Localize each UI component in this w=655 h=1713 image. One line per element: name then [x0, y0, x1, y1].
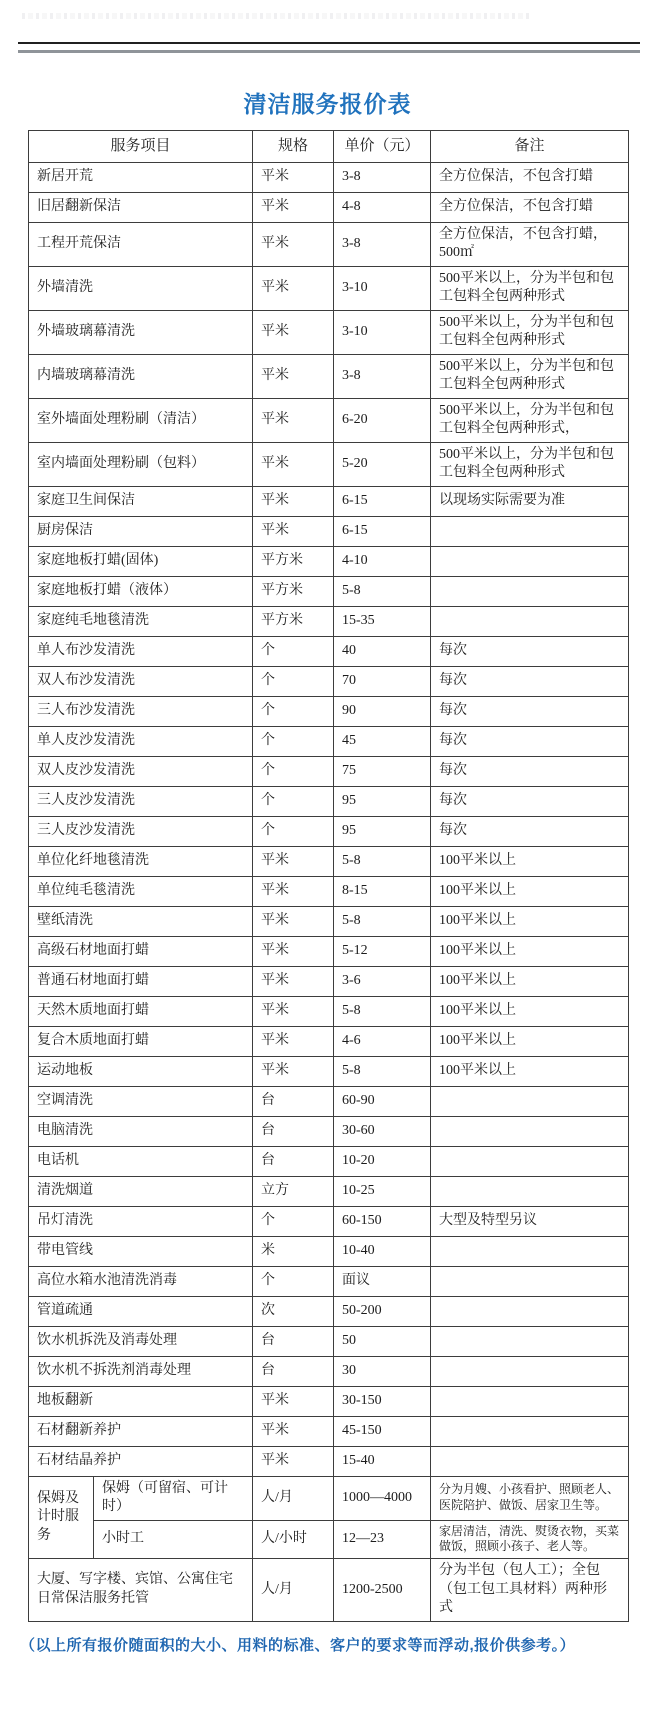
service-item-cell: 电脑清洗: [29, 1116, 253, 1146]
table-row: [29, 606, 629, 636]
table-row: [29, 266, 629, 310]
spec-cell: 台: [253, 1086, 334, 1116]
service-item-cell: 石材翻新养护: [29, 1416, 253, 1446]
spec-cell: 平米: [253, 266, 334, 310]
service-item-cell: 家庭纯毛地毯清洗: [29, 606, 253, 636]
table-row: [29, 1296, 629, 1326]
price-cell: 95: [334, 786, 431, 816]
spec-cell: 平米: [253, 966, 334, 996]
service-item-cell: 家庭卫生间保洁: [29, 486, 253, 516]
service-item-cell: 单人布沙发清洗: [29, 636, 253, 666]
service-item-cell: 家庭地板打蜡(固体): [29, 546, 253, 576]
page-title: 清洁服务报价表: [243, 92, 412, 117]
price-cell: 60-150: [334, 1206, 431, 1236]
price-table-body: [29, 163, 629, 1477]
table-row: [29, 1026, 629, 1056]
price-cell: 3-10: [334, 266, 431, 310]
note-cell: 500平米以上，分为半包和包工包料全包两种形式: [431, 310, 629, 354]
service-item-cell: 双人布沙发清洗: [29, 666, 253, 696]
price-cell: 15-35: [334, 606, 431, 636]
spec-cell: 个: [253, 816, 334, 846]
service-item-cell: 地板翻新: [29, 1386, 253, 1416]
note-cell: 100平米以上: [431, 876, 629, 906]
note-cell: 大型及特型另议: [431, 1206, 629, 1236]
note-cell: [431, 606, 629, 636]
service-item-cell: 外墙玻璃幕清洗: [29, 310, 253, 354]
note-cell: 100平米以上: [431, 846, 629, 876]
note-cell: [431, 1386, 629, 1416]
price-cell: 3-10: [334, 310, 431, 354]
service-item-cell: 外墙清洗: [29, 266, 253, 310]
spec-cell: 立方: [253, 1176, 334, 1206]
note-cell: [431, 516, 629, 546]
spec-cell: 平米: [253, 354, 334, 398]
spec-cell: 个: [253, 696, 334, 726]
table-row: [29, 1146, 629, 1176]
table-row: [29, 1056, 629, 1086]
top-divider-line-2: [18, 50, 640, 53]
spec-cell: 平米: [253, 398, 334, 442]
price-cell: 6-20: [334, 398, 431, 442]
service-item-cell: 清洗烟道: [29, 1176, 253, 1206]
table-row: [29, 906, 629, 936]
table-row-building-service: [29, 1559, 629, 1621]
service-item-cell: 室内墙面处理粉刷（包料）: [29, 442, 253, 486]
col-header-spec: 规格: [253, 131, 334, 163]
price-cell: 75: [334, 756, 431, 786]
spec-cell: 次: [253, 1296, 334, 1326]
spec-cell: 平米: [253, 906, 334, 936]
price-cell: 45-150: [334, 1416, 431, 1446]
service-item-cell: 高级石材地面打蜡: [29, 936, 253, 966]
spec-cell: 台: [253, 1326, 334, 1356]
spec-cell: 个: [253, 1206, 334, 1236]
nanny-price: 1000—4000: [334, 1476, 431, 1520]
spec-cell: 米: [253, 1236, 334, 1266]
top-divider-line: [18, 42, 640, 44]
table-row: [29, 193, 629, 223]
service-item-cell: 单位化纤地毯清洗: [29, 846, 253, 876]
table-row: [29, 1176, 629, 1206]
table-row: [29, 486, 629, 516]
price-cell: 10-40: [334, 1236, 431, 1266]
price-cell: 3-8: [334, 354, 431, 398]
note-cell: 全方位保洁，不包含打蜡: [431, 193, 629, 223]
service-item-cell: 三人皮沙发清洗: [29, 816, 253, 846]
building-spec: 人/月: [253, 1559, 334, 1621]
spec-cell: 平米: [253, 936, 334, 966]
hourly-item: 小时工: [94, 1520, 253, 1559]
service-item-cell: 单位纯毛毯清洗: [29, 876, 253, 906]
price-cell: 5-8: [334, 576, 431, 606]
spec-cell: 平米: [253, 223, 334, 267]
price-cell: 8-15: [334, 876, 431, 906]
service-item-cell: 复合木质地面打蜡: [29, 1026, 253, 1056]
spec-cell: 平米: [253, 193, 334, 223]
note-cell: 每次: [431, 696, 629, 726]
service-item-cell: 三人皮沙发清洗: [29, 786, 253, 816]
price-cell: 4-6: [334, 1026, 431, 1056]
service-item-cell: 单人皮沙发清洗: [29, 726, 253, 756]
price-cell: 6-15: [334, 486, 431, 516]
spec-cell: 平米: [253, 516, 334, 546]
table-row: [29, 1386, 629, 1416]
table-row: [29, 1446, 629, 1476]
table-row: [29, 163, 629, 193]
table-row: [29, 1086, 629, 1116]
price-cell: 3-8: [334, 163, 431, 193]
price-cell: 面议: [334, 1266, 431, 1296]
price-cell: 10-25: [334, 1176, 431, 1206]
note-cell: 每次: [431, 786, 629, 816]
service-item-cell: 天然木质地面打蜡: [29, 996, 253, 1026]
col-header-service: 服务项目: [29, 131, 253, 163]
price-cell: 30-150: [334, 1386, 431, 1416]
price-cell: 40: [334, 636, 431, 666]
price-cell: 30: [334, 1356, 431, 1386]
table-row: [29, 398, 629, 442]
service-item-cell: 三人布沙发清洗: [29, 696, 253, 726]
table-row: [29, 442, 629, 486]
note-cell: [431, 1416, 629, 1446]
service-item-cell: 带电管线: [29, 1236, 253, 1266]
note-cell: 每次: [431, 666, 629, 696]
service-item-cell: 高位水箱水池清洗消毒: [29, 1266, 253, 1296]
note-cell: [431, 1326, 629, 1356]
service-item-cell: 饮水机不拆洗剂消毒处理: [29, 1356, 253, 1386]
price-cell: 5-12: [334, 936, 431, 966]
price-cell: 50-200: [334, 1296, 431, 1326]
price-cell: 50: [334, 1326, 431, 1356]
col-header-price: 单价（元）: [334, 131, 431, 163]
price-cell: 90: [334, 696, 431, 726]
table-row: [29, 846, 629, 876]
table-row: [29, 1416, 629, 1446]
table-row: [29, 516, 629, 546]
table-row: [29, 354, 629, 398]
spec-cell: 台: [253, 1116, 334, 1146]
table-row: [29, 756, 629, 786]
note-cell: [431, 1446, 629, 1476]
note-cell: [431, 1236, 629, 1266]
service-item-cell: 普通石材地面打蜡: [29, 966, 253, 996]
price-cell: 3-6: [334, 966, 431, 996]
table-row: [29, 223, 629, 267]
price-cell: 60-90: [334, 1086, 431, 1116]
table-row: [29, 696, 629, 726]
table-row: [29, 1356, 629, 1386]
nanny-spec: 人/月: [253, 1476, 334, 1520]
note-cell: 每次: [431, 726, 629, 756]
price-cell: 5-8: [334, 1056, 431, 1086]
spec-cell: 平米: [253, 1446, 334, 1476]
spec-cell: 平米: [253, 996, 334, 1026]
note-cell: 每次: [431, 756, 629, 786]
service-item-cell: 旧居翻新保洁: [29, 193, 253, 223]
spec-cell: 平方米: [253, 606, 334, 636]
note-cell: [431, 1146, 629, 1176]
spec-cell: 平米: [253, 486, 334, 516]
spec-cell: 个: [253, 786, 334, 816]
note-cell: 全方位保洁，不包含打蜡: [431, 163, 629, 193]
price-cell: 15-40: [334, 1446, 431, 1476]
hourly-spec: 人/小时: [253, 1520, 334, 1559]
price-table: [28, 130, 629, 1622]
service-item-cell: 厨房保洁: [29, 516, 253, 546]
hourly-price: 12—23: [334, 1520, 431, 1559]
hourly-note: 家居清洁，清洗、熨烫衣物，买菜做饭，照顾小孩子、老人等。: [431, 1520, 629, 1559]
price-cell: 5-20: [334, 442, 431, 486]
note-cell: 每次: [431, 816, 629, 846]
table-row: [29, 636, 629, 666]
note-cell: 以现场实际需要为准: [431, 486, 629, 516]
building-item: 大厦、写字楼、宾馆、公寓住宅日常保洁服务托管: [29, 1559, 253, 1621]
spec-cell: 台: [253, 1356, 334, 1386]
spec-cell: 个: [253, 636, 334, 666]
service-item-cell: 工程开荒保洁: [29, 223, 253, 267]
service-item-cell: 运动地板: [29, 1056, 253, 1086]
header-row: [29, 131, 629, 163]
price-cell: 95: [334, 816, 431, 846]
note-cell: [431, 1176, 629, 1206]
spec-cell: 个: [253, 726, 334, 756]
spec-cell: 平米: [253, 1056, 334, 1086]
spec-cell: 平米: [253, 846, 334, 876]
spec-cell: 个: [253, 666, 334, 696]
price-cell: 70: [334, 666, 431, 696]
price-cell: 4-10: [334, 546, 431, 576]
price-cell: 3-8: [334, 223, 431, 267]
note-cell: 100平米以上: [431, 1056, 629, 1086]
table-row: [29, 876, 629, 906]
price-table-header: [29, 131, 629, 163]
service-item-cell: 家庭地板打蜡（液体）: [29, 576, 253, 606]
note-cell: [431, 546, 629, 576]
note-cell: [431, 1116, 629, 1146]
table-row: [29, 546, 629, 576]
note-cell: [431, 1086, 629, 1116]
note-cell: 100平米以上: [431, 996, 629, 1026]
table-row: [29, 1206, 629, 1236]
table-row: [29, 310, 629, 354]
note-cell: 100平米以上: [431, 966, 629, 996]
note-cell: 全方位保洁，不包含打蜡，500㎡: [431, 223, 629, 267]
price-cell: 45: [334, 726, 431, 756]
price-table-special-rows: [29, 1476, 629, 1621]
nanny-group-label: 保姆及 计时服务: [29, 1476, 94, 1559]
service-item-cell: 空调清洗: [29, 1086, 253, 1116]
service-item-cell: 室外墙面处理粉刷（清洁）: [29, 398, 253, 442]
table-row: [29, 1266, 629, 1296]
spec-cell: 平米: [253, 442, 334, 486]
col-header-note: 备注: [431, 131, 629, 163]
price-cell: 5-8: [334, 996, 431, 1026]
service-item-cell: 新居开荒: [29, 163, 253, 193]
note-cell: [431, 1296, 629, 1326]
building-note: 分为半包（包人工）；全包（包工包工具材料）两种形式: [431, 1559, 629, 1621]
price-cell: 5-8: [334, 906, 431, 936]
table-row: [29, 786, 629, 816]
table-row-nanny: [29, 1476, 629, 1520]
spec-cell: 平米: [253, 310, 334, 354]
service-item-cell: 内墙玻璃幕清洗: [29, 354, 253, 398]
table-row: [29, 936, 629, 966]
service-item-cell: 吊灯清洗: [29, 1206, 253, 1236]
note-cell: [431, 576, 629, 606]
note-cell: 100平米以上: [431, 906, 629, 936]
note-cell: 每次: [431, 636, 629, 666]
price-cell: 6-15: [334, 516, 431, 546]
service-item-cell: 双人皮沙发清洗: [29, 756, 253, 786]
table-row: [29, 816, 629, 846]
note-cell: 100平米以上: [431, 1026, 629, 1056]
note-cell: 100平米以上: [431, 936, 629, 966]
spec-cell: 平米: [253, 876, 334, 906]
table-row: [29, 576, 629, 606]
price-cell: 4-8: [334, 193, 431, 223]
table-row: [29, 666, 629, 696]
spec-cell: 个: [253, 1266, 334, 1296]
note-cell: 500平米以上，分为半包和包工包料全包两种形式: [431, 354, 629, 398]
note-cell: [431, 1266, 629, 1296]
spec-cell: 平方米: [253, 576, 334, 606]
table-row: [29, 996, 629, 1026]
table-row: [29, 1326, 629, 1356]
table-row: [29, 966, 629, 996]
spec-cell: 平米: [253, 163, 334, 193]
spec-cell: 个: [253, 756, 334, 786]
service-item-cell: 石材结晶养护: [29, 1446, 253, 1476]
price-cell: 10-20: [334, 1146, 431, 1176]
service-item-cell: 饮水机拆洗及消毒处理: [29, 1326, 253, 1356]
spec-cell: 平米: [253, 1416, 334, 1446]
table-row: [29, 726, 629, 756]
table-row-hourly-worker: [29, 1520, 629, 1559]
spec-cell: 台: [253, 1146, 334, 1176]
faint-text-artifact: [22, 13, 532, 19]
note-cell: 500平米以上，分为半包和包工包料全包两种形式: [431, 442, 629, 486]
spec-cell: 平米: [253, 1386, 334, 1416]
spec-cell: 平方米: [253, 546, 334, 576]
price-cell: 5-8: [334, 846, 431, 876]
service-item-cell: 电话机: [29, 1146, 253, 1176]
price-cell: 30-60: [334, 1116, 431, 1146]
note-cell: 500平米以上，分为半包和包工包料全包两种形式: [431, 266, 629, 310]
footer-disclaimer: （以上所有报价随面积的大小、用料的标准、客户的要求等而浮动,报价供参考。）: [20, 1637, 576, 1654]
table-row: [29, 1236, 629, 1266]
nanny-item: 保姆（可留宿、可计时）: [94, 1476, 253, 1520]
table-row: [29, 1116, 629, 1146]
nanny-note: 分为月嫂、小孩看护、照顾老人、医院陪护、做饭、居家卫生等。: [431, 1476, 629, 1520]
building-price: 1200-2500: [334, 1559, 431, 1621]
note-cell: 500平米以上，分为半包和包工包料全包两种形式，: [431, 398, 629, 442]
service-item-cell: 管道疏通: [29, 1296, 253, 1326]
spec-cell: 平米: [253, 1026, 334, 1056]
service-item-cell: 壁纸清洗: [29, 906, 253, 936]
note-cell: [431, 1356, 629, 1386]
